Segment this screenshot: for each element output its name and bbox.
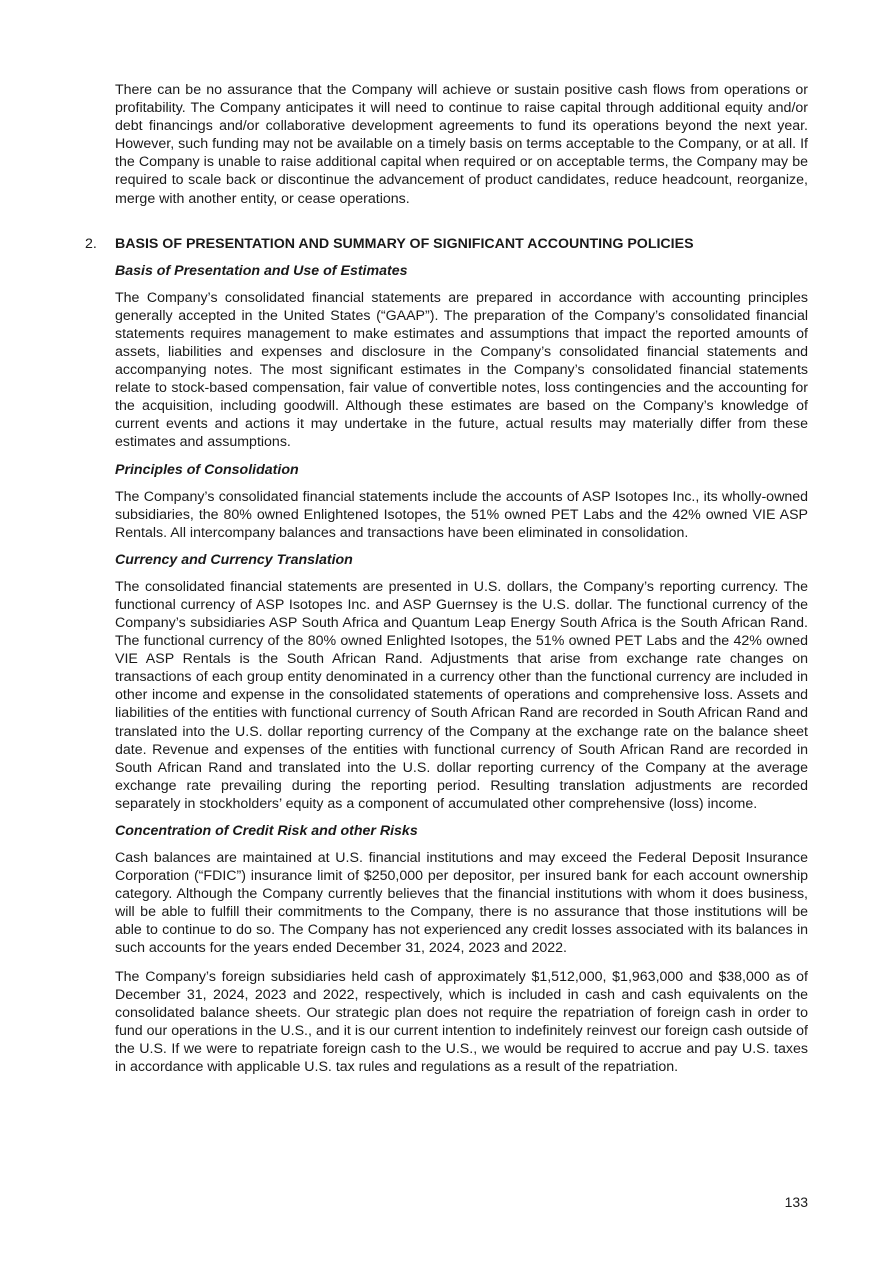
- section-number: 2.: [85, 235, 97, 252]
- subsection-heading-credit-risk: Concentration of Credit Risk and other Risks: [115, 823, 418, 839]
- paragraph-currency-translation: The consolidated financial statements are presented in U.S. dollars, the Company’s reporting currency. The functional currency of ASP Isotopes Inc. and ASP Guernsey is the U.S. dollar. The functional currency of the Company’s subsidiaries ASP South Africa and Quantum Leap Energy South Africa is the South African Rand. The functional currency of the 80% owned Enlighted Isotopes, the 51% owned PET Labs and the 42% owned VIE ASP Rentals is the South African Rand. Adjustments that arise from exchange rate changes on transactions of each group entity denominated in a currency other than the functional currency are included in other income and expense in the consolidated statements of operations and comprehensive loss. Assets and liabilities of the entities with functional currency of South African Rand are recorded in South African Rand and translated into the U.S. dollar reporting currency of the Company at the exchange rate on the balance sheet date. Revenue and expenses of the entities with functional currency of South African Rand are recorded in South African Rand and translated into the U.S. dollar reporting currency of the Company at the average exchange rate prevailing during the reporting period. Resulting translation adjustments are recorded separately in stockholders’ equity as a component of accumulated other comprehensive (loss) income.: [115, 578, 808, 812]
- intro-paragraph: There can be no assurance that the Company will achieve or sustain positive cash flows from operations or profitability. The Company anticipates it will need to continue to raise capital through additional equity and/or debt financings and/or collaborative development agreements to fund its operations beyond the next year. However, such funding may not be available on a timely basis on terms acceptable to the Company, or at all. If the Company is unable to raise additional capital when required or on acceptable terms, the Company may be required to scale back or discontinue the advancement of product candidates, reduce headcount, reorganize, merge with another entity, or cease operations.: [115, 82, 808, 207]
- page-content: [85, 81, 808, 1076]
- subsection-heading-principles-of-consolidation: Principles of Consolidation: [115, 461, 299, 478]
- subsection-heading-basis-of-presentation: Basis of Presentation and Use of Estimates: [115, 262, 408, 279]
- paragraph-principles-of-consolidation: The Company’s consolidated financial statements include the accounts of ASP Isotopes Inc., its wholly-owned subsidiaries, the 80% owned Enlightened Isotopes, the 51% owned PET Labs and the 42% owned VIE ASP Rentals. All intercompany balances and transactions have been eliminated in consolidation.: [115, 488, 808, 541]
- paragraph-credit-risk: Cash balances are maintained at U.S. financial institutions and may exceed the Federal Deposit Insurance Corporation (“FDIC”) insurance limit of $250,000 per depositor, per insured bank for each account ownership category. Although the Company currently believes that the financial institutions with whom it does business, will be able to fulfill their commitments to the Company, there is no assurance that those institutions will be able to continue to do so. The Company has not experienced any credit losses associated with its balances in such accounts for the years ended December 31, 2024, 2023 and 2022.: [115, 850, 808, 957]
- paragraph-basis-of-presentation: The Company’s consolidated financial statements are prepared in accordance with accounting principles generally accepted in the United States (“GAAP”). The preparation of the Company’s consolidated financial statements requires management to make estimates and assumptions that impact the reported amounts of assets, liabilities and expenses and disclosure in the Company’s consolidated financial statements and accompanying notes. The most significant estimates in the Company’s consolidated financial statements relate to stock-based compensation, fair value of convertible notes, loss contingencies and the accounting for the acquisition, including goodwill. Although these estimates are based on the Company’s knowledge of current events and actions it may undertake in the future, actual results may materially differ from these estimates and assumptions.: [115, 289, 808, 451]
- section-title: BASIS OF PRESENTATION AND SUMMARY OF SIGNIFICANT ACCOUNTING POLICIES: [115, 235, 694, 252]
- paragraph-foreign-cash: The Company’s foreign subsidiaries held cash of approximately $1,512,000, $1,963,000 and $38,000 as of December 31, 2024, 2023 and 2022, respectively, which is included in cash and cash equivalents on the consolidated balance sheets. Our strategic plan does not require the repatriation of foreign cash in order to fund our operations in the U.S., and it is our current intention to indefinitely reinvest our foreign cash outside of the U.S. If we were to repatriate foreign cash to the U.S., we would be required to accrue and pay U.S. taxes in accordance with applicable U.S. tax rules and regulations as a result of the repatriation.: [115, 968, 808, 1076]
- section-heading: [85, 235, 808, 253]
- page-number: 133: [784, 1194, 808, 1210]
- subsection-heading-currency-translation: Currency and Currency Translation: [115, 551, 353, 568]
